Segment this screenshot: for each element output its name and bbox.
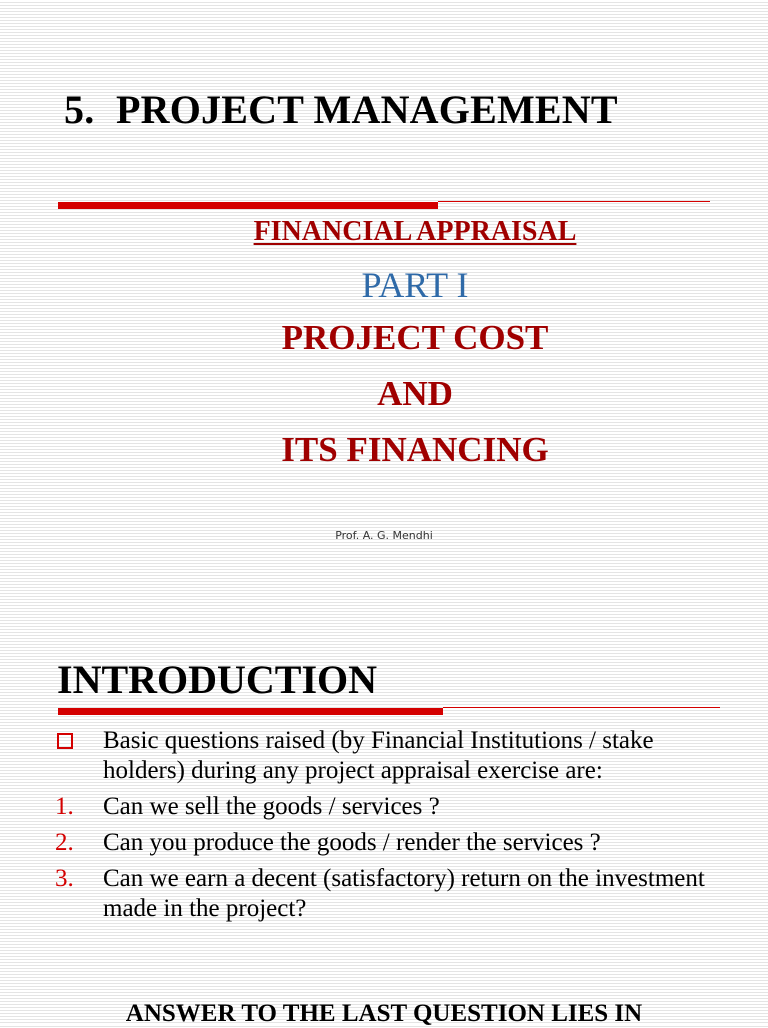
author: Prof. A. G. Mendhi [335,529,433,542]
red-rule-thick [58,202,438,209]
list-item [55,828,715,858]
list-item-number: 2. [55,829,74,856]
list-item-text: Can we earn a decent (satisfactory) return on the investment made in the project? [103,865,705,922]
list-item-text: Basic questions raised (by Financial Institutions / stake holders) during any project appraisal exercise are: [103,727,654,784]
red-rule-thick [58,708,443,715]
slide-title [64,86,618,133]
list-item [55,792,715,822]
red-rule-thin [443,707,720,708]
part-label: PART I [361,265,469,305]
list-item-number: 3. [55,865,74,892]
list-item [55,726,715,786]
question-list [55,726,715,930]
title-number: 5. [64,87,95,132]
heading-line-3: ITS FINANCING [281,430,549,469]
list-item-text: Can you produce the goods / render the services ? [103,829,601,856]
list-item [55,864,715,924]
list-item-text: Can we sell the goods / services ? [103,793,440,820]
title-text: PROJECT MANAGEMENT [116,87,618,132]
subtitle: FINANCIAL APPRAISAL [253,216,577,247]
red-rule-thin [438,201,710,202]
heading-line-1: PROJECT COST [281,318,549,357]
slide-title: INTRODUCTION [57,657,378,702]
list-item-number: 1. [55,793,74,820]
checkbox-bullet-icon [57,733,73,749]
intro-slide [0,620,768,1027]
heading-line-2: AND [377,374,453,413]
footer-heading: ANSWER TO THE LAST QUESTION LIES IN [125,1000,643,1027]
